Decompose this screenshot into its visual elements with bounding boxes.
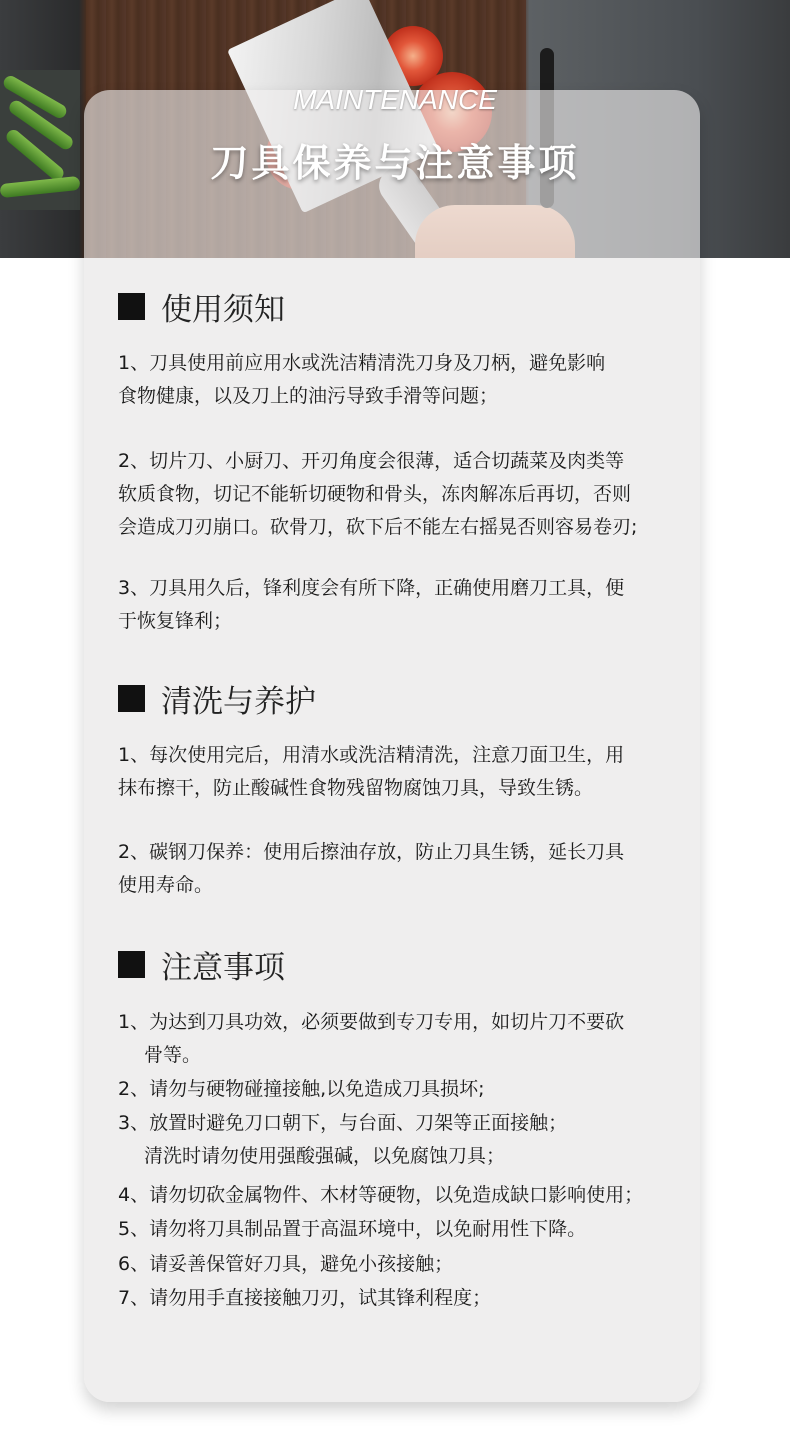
list-item-line: 3、放置时避免刀口朝下，与台面、刀架等正面接触； — [118, 1112, 568, 1134]
list-item — [118, 1179, 678, 1212]
paragraph-line: 3、刀具用久后，锋利度会有所下降，正确使用磨刀工具，便 — [118, 577, 625, 599]
list-item — [118, 1213, 678, 1246]
paragraph-line: 软质食物，切记不能斩切硬物和骨头，冻肉解冻后再切，否则 — [118, 483, 632, 505]
paragraph-line: 抹布擦干，防止酸碱性食物残留物腐蚀刀具，导致生锈。 — [118, 777, 594, 799]
list-item — [118, 1107, 678, 1173]
title-english: MAINTENANCE — [293, 84, 497, 115]
list-item-line: 骨等。 — [144, 1044, 202, 1066]
paragraph — [118, 445, 678, 544]
list-item — [118, 1073, 678, 1106]
section-heading-cleaning — [118, 678, 316, 718]
list-item — [118, 1248, 678, 1281]
list-item-line: 1、为达到刀具功效，必须要做到专刀专用，如切片刀不要砍 — [118, 1011, 625, 1033]
paragraph — [118, 347, 678, 413]
paragraph — [118, 572, 678, 638]
paragraph-line: 会造成刀刃崩口。砍骨刀，砍下后不能左右摇晃否则容易卷刃; — [118, 516, 638, 538]
section-title: 清洗与养护 — [161, 683, 316, 720]
square-bullet-icon — [118, 685, 145, 712]
paragraph-line: 2、切片刀、小厨刀、开刃角度会很薄，适合切蔬菜及肉类等 — [118, 450, 625, 472]
list-item-line: 2、请勿与硬物碰撞接触,以免造成刀具损坏; — [118, 1078, 485, 1100]
list-item-line: 4、请勿切砍金属物件、木材等硬物，以免造成缺口影响使用； — [118, 1184, 644, 1206]
paragraph-line: 1、每次使用完后，用清水或洗洁精清洗，注意刀面卫生，用 — [118, 744, 625, 766]
list-item-line: 6、请妥善保管好刀具，避免小孩接触； — [118, 1253, 454, 1275]
square-bullet-icon — [118, 951, 145, 978]
section-title: 注意事项 — [161, 949, 285, 986]
paragraph-line: 1、刀具使用前应用水或洗洁精清洗刀身及刀柄，避免影响 — [118, 352, 606, 374]
section-title: 使用须知 — [161, 291, 285, 328]
list-item-line: 7、请勿用手直接接触刀刃，试其锋利程度； — [118, 1287, 492, 1309]
list-item-line: 清洗时请勿使用强酸强碱，以免腐蚀刀具； — [144, 1145, 506, 1167]
list-item — [118, 1006, 678, 1072]
paragraph-line: 使用寿命。 — [118, 874, 214, 896]
paragraph — [118, 836, 678, 902]
list-item — [118, 1282, 678, 1315]
section-heading-notes — [118, 944, 285, 984]
square-bullet-icon — [118, 293, 145, 320]
list-item-line: 5、请勿将刀具制品置于高温环境中，以免耐用性下降。 — [118, 1218, 587, 1240]
section-heading-usage — [118, 286, 285, 326]
title-chinese: 刀具保养与注意事项 — [210, 141, 580, 185]
paragraph-line: 于恢复锋利； — [118, 610, 233, 632]
paragraph-line: 食物健康，以及刀上的油污导致手滑等问题； — [118, 385, 499, 407]
paragraph — [118, 739, 678, 805]
paragraph-line: 2、碳钢刀保养：使用后擦油存放，防止刀具生锈，延长刀具 — [118, 841, 625, 863]
